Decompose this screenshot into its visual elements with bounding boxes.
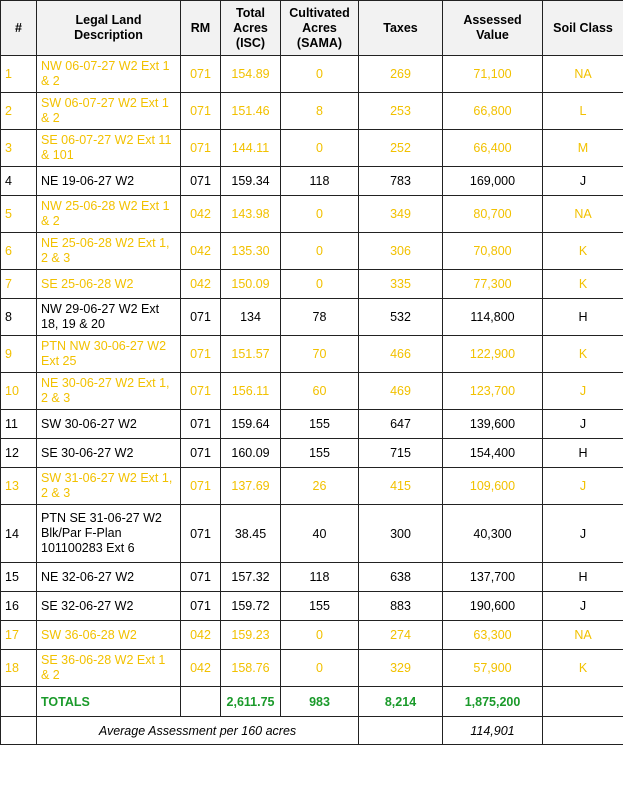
table-row	[1, 650, 623, 687]
totals-label: TOTALS	[37, 687, 181, 717]
cultivated-acres-cell: 60	[281, 373, 359, 410]
total-acres-cell: 143.98	[221, 196, 281, 233]
assessed-value-cell: 57,900	[443, 650, 543, 687]
totals-cultivated: 983	[281, 687, 359, 717]
taxes-cell: 638	[359, 563, 443, 592]
legal-description-text: SW 36-06-28 W2	[41, 627, 137, 642]
legal-description-cell	[37, 650, 181, 687]
col-header-assessed-value: Assessed Value	[443, 1, 543, 56]
soil-class-cell: NA	[543, 621, 623, 650]
legal-description-cell	[37, 93, 181, 130]
col-header-rm: RM	[181, 1, 221, 56]
cultivated-acres-cell: 8	[281, 93, 359, 130]
rm-code-cell: 071	[181, 505, 221, 563]
table-row	[1, 336, 623, 373]
legal-description-cell	[37, 299, 181, 336]
assessed-value-cell: 40,300	[443, 505, 543, 563]
legal-description-cell	[37, 468, 181, 505]
taxes-cell: 469	[359, 373, 443, 410]
taxes-cell: 274	[359, 621, 443, 650]
legal-description-text: SE 06-07-27 W2 Ext 11 & 101	[41, 133, 172, 162]
rm-code-cell: 042	[181, 621, 221, 650]
cultivated-acres-cell: 0	[281, 650, 359, 687]
rm-code-cell: 071	[181, 592, 221, 621]
legal-description-text: SW 30-06-27 W2	[41, 416, 137, 431]
table-row	[1, 299, 623, 336]
row-number-cell: 15	[1, 563, 37, 592]
header-row	[1, 1, 623, 56]
soil-class-cell: J	[543, 167, 623, 196]
row-number-cell: 10	[1, 373, 37, 410]
table-row	[1, 410, 623, 439]
legal-description-text: SE 25-06-28 W2	[41, 276, 134, 291]
table-row	[1, 373, 623, 410]
row-number-cell: 9	[1, 336, 37, 373]
total-acres-cell: 134	[221, 299, 281, 336]
row-number-cell: 12	[1, 439, 37, 468]
row-number-cell: 2	[1, 93, 37, 130]
cultivated-acres-cell: 0	[281, 621, 359, 650]
rm-code-cell: 071	[181, 130, 221, 167]
table-row	[1, 563, 623, 592]
table-row	[1, 270, 623, 299]
assessed-value-cell: 114,800	[443, 299, 543, 336]
col-header-cultivated-acres: Cultivated Acres (SAMA)	[281, 1, 359, 56]
taxes-cell: 335	[359, 270, 443, 299]
totals-acres: 2,611.75	[221, 687, 281, 717]
rm-code-cell: 071	[181, 468, 221, 505]
cultivated-acres-cell: 40	[281, 505, 359, 563]
total-acres-cell: 151.57	[221, 336, 281, 373]
taxes-cell: 252	[359, 130, 443, 167]
assessed-value-cell: 137,700	[443, 563, 543, 592]
soil-class-cell: K	[543, 270, 623, 299]
row-number-cell: 17	[1, 621, 37, 650]
legal-description-text: NE 32-06-27 W2	[41, 569, 135, 584]
table-row	[1, 592, 623, 621]
legal-description-text: NE 19-06-27 W2	[41, 173, 135, 188]
soil-class-cell: H	[543, 563, 623, 592]
rm-code-cell: 071	[181, 373, 221, 410]
row-number-cell: 1	[1, 56, 37, 93]
rm-code-cell: 071	[181, 563, 221, 592]
row-number-cell: 14	[1, 505, 37, 563]
legal-description-text: SE 32-06-27 W2	[41, 598, 134, 613]
total-acres-cell: 38.45	[221, 505, 281, 563]
soil-class-cell: K	[543, 336, 623, 373]
cultivated-acres-cell: 118	[281, 167, 359, 196]
legal-description-text: NW 06-07-27 W2 Ext 1 & 2	[41, 59, 170, 88]
legal-description-cell	[37, 56, 181, 93]
table-row	[1, 56, 623, 93]
total-acres-cell: 158.76	[221, 650, 281, 687]
assessed-value-cell: 123,700	[443, 373, 543, 410]
col-header-legal-description: Legal Land Description	[37, 1, 181, 56]
taxes-cell: 253	[359, 93, 443, 130]
total-acres-cell: 159.64	[221, 410, 281, 439]
cultivated-acres-cell: 0	[281, 233, 359, 270]
taxes-cell: 349	[359, 196, 443, 233]
taxes-cell: 306	[359, 233, 443, 270]
total-acres-cell: 137.69	[221, 468, 281, 505]
average-label: Average Assessment per 160 acres	[37, 717, 359, 745]
table-row	[1, 130, 623, 167]
taxes-cell: 783	[359, 167, 443, 196]
row-number-cell: 4	[1, 167, 37, 196]
table-row	[1, 167, 623, 196]
average-row	[1, 717, 623, 745]
legal-description-text: SW 06-07-27 W2 Ext 1 & 2	[41, 96, 169, 125]
col-header-soil-class: Soil Class	[543, 1, 623, 56]
taxes-cell: 647	[359, 410, 443, 439]
legal-description-cell	[37, 439, 181, 468]
row-number-cell: 3	[1, 130, 37, 167]
taxes-cell: 532	[359, 299, 443, 336]
cultivated-acres-cell: 155	[281, 410, 359, 439]
legal-description-text: NE 30-06-27 W2 Ext 1, 2 & 3	[41, 376, 170, 405]
legal-description-cell	[37, 336, 181, 373]
total-acres-cell: 150.09	[221, 270, 281, 299]
legal-description-text: NW 29-06-27 W2 Ext 18, 19 & 20	[41, 302, 160, 331]
cultivated-acres-cell: 0	[281, 196, 359, 233]
soil-class-cell: J	[543, 592, 623, 621]
assessed-value-cell: 71,100	[443, 56, 543, 93]
average-value: 114,901	[443, 717, 543, 745]
taxes-cell: 715	[359, 439, 443, 468]
legal-description-text: PTN SE 31-06-27 W2 Blk/Par F-Plan 101100283 Ext 6	[41, 511, 162, 555]
legal-description-cell	[37, 233, 181, 270]
legal-description-text: SW 31-06-27 W2 Ext 1, 2 & 3	[41, 471, 173, 500]
rm-code-cell: 071	[181, 299, 221, 336]
soil-class-cell: K	[543, 233, 623, 270]
taxes-cell: 415	[359, 468, 443, 505]
legal-description-text: SE 36-06-28 W2 Ext 1 & 2	[41, 653, 166, 682]
legal-description-cell	[37, 621, 181, 650]
rm-code-cell: 071	[181, 336, 221, 373]
row-number-cell: 18	[1, 650, 37, 687]
assessed-value-cell: 66,800	[443, 93, 543, 130]
cultivated-acres-cell: 155	[281, 439, 359, 468]
cultivated-acres-cell: 118	[281, 563, 359, 592]
rm-code-cell: 071	[181, 56, 221, 93]
legal-description-cell	[37, 592, 181, 621]
rm-code-cell: 042	[181, 233, 221, 270]
assessed-value-cell: 70,800	[443, 233, 543, 270]
row-number-cell: 7	[1, 270, 37, 299]
soil-class-cell: J	[543, 373, 623, 410]
total-acres-cell: 154.89	[221, 56, 281, 93]
totals-taxes: 8,214	[359, 687, 443, 717]
legal-description-text: NW 25-06-28 W2 Ext 1 & 2	[41, 199, 170, 228]
soil-class-cell: L	[543, 93, 623, 130]
totals-row	[1, 687, 623, 717]
cultivated-acres-cell: 0	[281, 270, 359, 299]
rm-code-cell: 042	[181, 650, 221, 687]
cultivated-acres-cell: 0	[281, 56, 359, 93]
taxes-cell: 883	[359, 592, 443, 621]
rm-code-cell: 071	[181, 167, 221, 196]
taxes-cell: 269	[359, 56, 443, 93]
assessed-value-cell: 66,400	[443, 130, 543, 167]
table-row	[1, 93, 623, 130]
soil-class-cell: J	[543, 468, 623, 505]
legal-description-text: PTN NW 30-06-27 W2 Ext 25	[41, 339, 167, 368]
soil-class-cell: K	[543, 650, 623, 687]
table-row	[1, 621, 623, 650]
row-number-cell: 5	[1, 196, 37, 233]
rm-code-cell: 042	[181, 270, 221, 299]
legal-description-cell	[37, 563, 181, 592]
legal-description-cell	[37, 373, 181, 410]
row-number-cell: 13	[1, 468, 37, 505]
legal-description-cell	[37, 196, 181, 233]
legal-description-cell	[37, 270, 181, 299]
cultivated-acres-cell: 70	[281, 336, 359, 373]
cultivated-acres-cell: 0	[281, 130, 359, 167]
soil-class-cell: NA	[543, 196, 623, 233]
cultivated-acres-cell: 26	[281, 468, 359, 505]
col-header-taxes: Taxes	[359, 1, 443, 56]
row-number-cell: 16	[1, 592, 37, 621]
total-acres-cell: 159.23	[221, 621, 281, 650]
assessed-value-cell: 139,600	[443, 410, 543, 439]
soil-class-cell: H	[543, 439, 623, 468]
assessed-value-cell: 80,700	[443, 196, 543, 233]
legal-description-cell	[37, 505, 181, 563]
cultivated-acres-cell: 155	[281, 592, 359, 621]
assessed-value-cell: 190,600	[443, 592, 543, 621]
total-acres-cell: 159.34	[221, 167, 281, 196]
legal-description-text: NE 25-06-28 W2 Ext 1, 2 & 3	[41, 236, 170, 265]
legal-description-text: SE 30-06-27 W2	[41, 445, 134, 460]
total-acres-cell: 135.30	[221, 233, 281, 270]
rm-code-cell: 071	[181, 439, 221, 468]
rm-code-cell: 071	[181, 410, 221, 439]
assessed-value-cell: 122,900	[443, 336, 543, 373]
table-row	[1, 505, 623, 563]
table-row	[1, 196, 623, 233]
total-acres-cell: 144.11	[221, 130, 281, 167]
assessed-value-cell: 109,600	[443, 468, 543, 505]
table-row	[1, 233, 623, 270]
cultivated-acres-cell: 78	[281, 299, 359, 336]
taxes-cell: 300	[359, 505, 443, 563]
row-number-cell: 11	[1, 410, 37, 439]
row-number-cell: 6	[1, 233, 37, 270]
total-acres-cell: 160.09	[221, 439, 281, 468]
legal-description-cell	[37, 410, 181, 439]
row-number-cell: 8	[1, 299, 37, 336]
table-row	[1, 468, 623, 505]
taxes-cell: 466	[359, 336, 443, 373]
taxes-cell: 329	[359, 650, 443, 687]
legal-description-cell	[37, 130, 181, 167]
total-acres-cell: 157.32	[221, 563, 281, 592]
total-acres-cell: 151.46	[221, 93, 281, 130]
rm-code-cell: 071	[181, 93, 221, 130]
legal-description-cell	[37, 167, 181, 196]
rm-code-cell: 042	[181, 196, 221, 233]
totals-assessed-value: 1,875,200	[443, 687, 543, 717]
assessed-value-cell: 63,300	[443, 621, 543, 650]
soil-class-cell: M	[543, 130, 623, 167]
soil-class-cell: J	[543, 410, 623, 439]
table-row	[1, 439, 623, 468]
soil-class-cell: H	[543, 299, 623, 336]
assessed-value-cell: 169,000	[443, 167, 543, 196]
total-acres-cell: 159.72	[221, 592, 281, 621]
total-acres-cell: 156.11	[221, 373, 281, 410]
col-header-num: #	[1, 1, 37, 56]
assessed-value-cell: 77,300	[443, 270, 543, 299]
col-header-total-acres: Total Acres (ISC)	[221, 1, 281, 56]
soil-class-cell: J	[543, 505, 623, 563]
assessed-value-cell: 154,400	[443, 439, 543, 468]
soil-class-cell: NA	[543, 56, 623, 93]
